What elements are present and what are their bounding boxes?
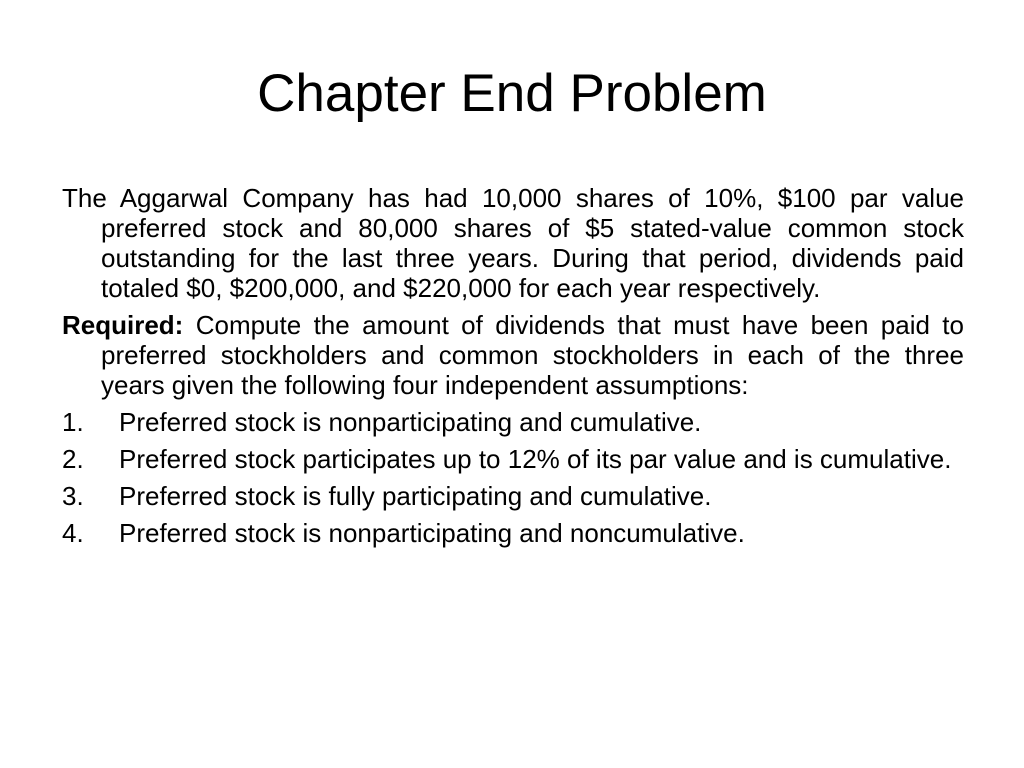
list-item-text: Preferred stock is nonparticipating and noncumulative. xyxy=(119,518,745,548)
list-item-number: 3. xyxy=(62,481,84,511)
list-item-number: 4. xyxy=(62,518,84,548)
list-item-number: 2. xyxy=(62,444,84,474)
required-paragraph xyxy=(62,310,964,400)
list-item xyxy=(62,444,964,474)
slide-title: Chapter End Problem xyxy=(257,64,767,123)
problem-statement: The Aggarwal Company has had 10,000 shares of 10%, $100 par value preferred stock and 80,000 shares of $5 stated-value common stock outstanding for the last three years. During that period, dividends paid totaled $0, $200,000, and $220,000 for each year respectively. xyxy=(62,183,964,303)
list-item-text: Preferred stock is nonparticipating and cumulative. xyxy=(119,407,702,437)
list-item xyxy=(62,407,964,437)
slide-body xyxy=(62,183,964,555)
assumptions-list xyxy=(62,407,964,548)
list-item-text: Preferred stock is fully participating and cumulative. xyxy=(119,481,712,511)
list-item-number: 1. xyxy=(62,407,84,437)
list-item xyxy=(62,481,964,511)
required-label: Required: xyxy=(62,310,184,340)
required-text: Compute the amount of dividends that must have been paid to preferred stockholders and common stockholders in each of the three years given the following four independent assumptions: xyxy=(101,310,964,400)
list-item xyxy=(62,518,964,548)
list-item-text: Preferred stock participates up to 12% of its par value and is cumulative. xyxy=(119,444,952,474)
